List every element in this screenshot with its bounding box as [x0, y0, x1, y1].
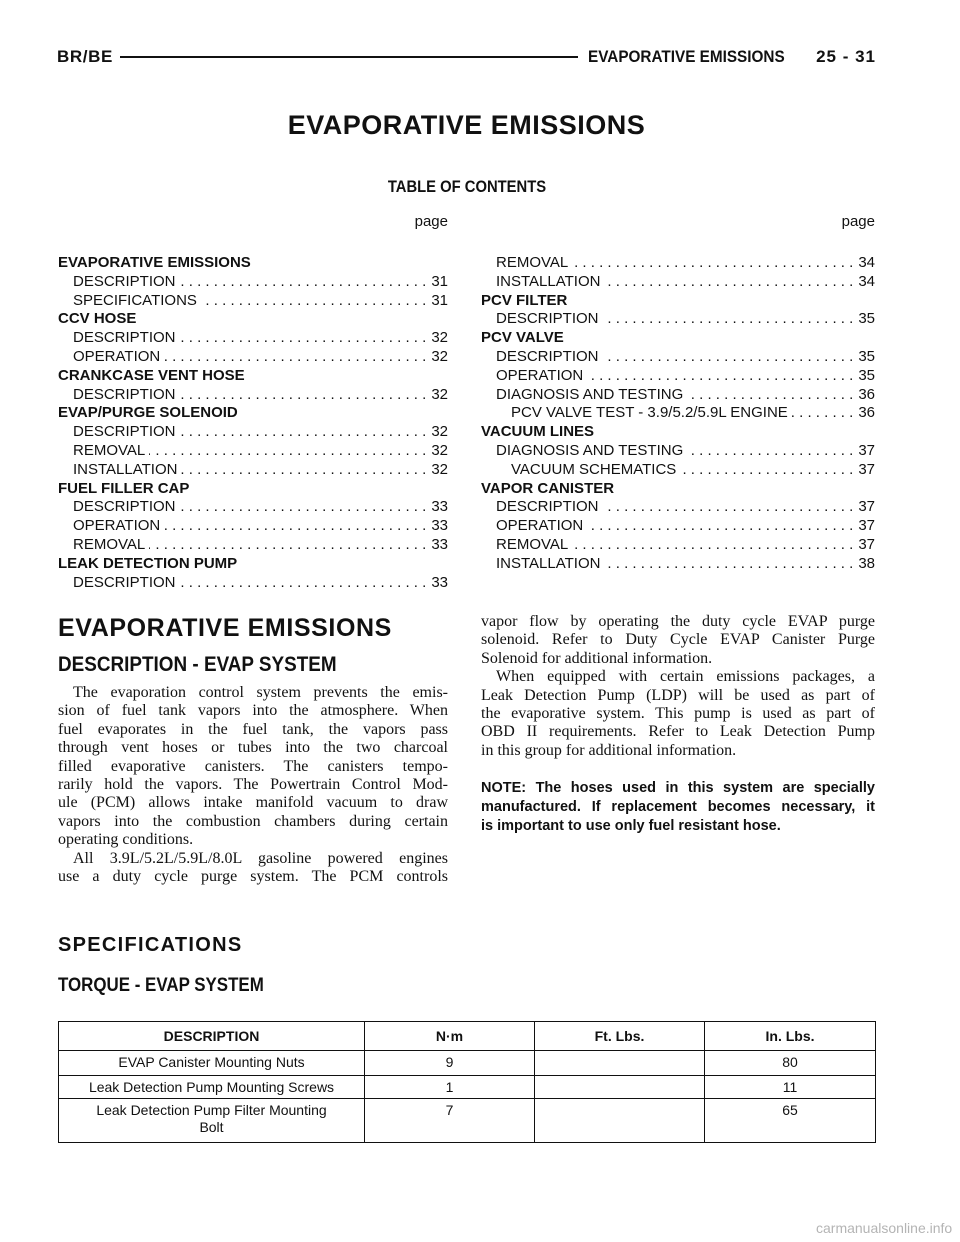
- toc-page-number: 33: [431, 517, 448, 535]
- toc-entry-label: REMOVAL: [496, 535, 569, 553]
- toc-section-heading: [58, 367, 448, 386]
- table-cell-value: [535, 1051, 705, 1076]
- toc-entry-label: REMOVAL: [73, 441, 146, 459]
- toc-entry-label: OPERATION: [496, 366, 584, 384]
- header-rule: [120, 56, 578, 58]
- torque-table: [58, 1021, 876, 1143]
- toc-page-number: 35: [858, 310, 875, 328]
- toc-leader-dots: [164, 348, 426, 367]
- toc-page-number: 32: [431, 347, 448, 365]
- toc-entry: [481, 461, 875, 480]
- toc-entry-label: PCV VALVE: [481, 329, 564, 347]
- toc-title-container: [58, 177, 875, 197]
- paragraph-line: sion of fuel tank vapors into the atmosphere. When: [58, 702, 448, 720]
- table-header-cell: In. Lbs.: [705, 1022, 876, 1051]
- table-row: [59, 1076, 876, 1099]
- torque-heading: TORQUE - EVAP SYSTEM: [58, 975, 264, 996]
- toc-entry-label: DESCRIPTION: [73, 498, 176, 516]
- toc-leader-dots: [604, 273, 853, 292]
- table-cell-value: 1: [365, 1076, 535, 1099]
- toc-entry-label: REMOVAL: [496, 254, 569, 271]
- toc-leader-dots: [792, 404, 854, 423]
- table-cell-value: [535, 1076, 705, 1099]
- toc-section-heading: [58, 480, 448, 499]
- body-text: [481, 613, 875, 760]
- toc-page-number: 33: [431, 535, 448, 553]
- toc-leader-dots: [201, 292, 426, 311]
- toc-leader-dots: [603, 310, 854, 329]
- toc-page-label: page: [841, 213, 875, 230]
- toc-entry-label: INSTALLATION: [73, 460, 178, 478]
- toc-entry: [481, 555, 875, 574]
- table-cell-description: Leak Detection Pump Filter Mounting Bolt: [59, 1099, 365, 1143]
- table-cell-description: Leak Detection Pump Mounting Screws: [59, 1076, 365, 1099]
- toc-page-label: page: [414, 213, 448, 230]
- toc-section-heading: [481, 329, 875, 348]
- toc-entry: [58, 574, 448, 593]
- toc-entry: [481, 498, 875, 517]
- toc-entry-label: CCV HOSE: [58, 310, 137, 328]
- body-text-column-left: [58, 684, 448, 886]
- toc-section-heading: [58, 555, 448, 574]
- note-line: manufactured. If replacement becomes necessary, it: [481, 798, 875, 815]
- toc-leader-dots: [180, 329, 427, 348]
- paragraph-line: in this group for additional information.: [481, 741, 737, 759]
- running-header-title: EVAPORATIVE EMISSIONS: [588, 47, 785, 66]
- note-line: is important to use only fuel resistant hose.: [481, 817, 781, 834]
- paragraph-line: OBD II requirements. Refer to Leak Detection Pump: [481, 723, 875, 741]
- toc-entry: [58, 498, 448, 517]
- paragraph-line: the evaporative system. This pump is used as part of: [481, 704, 875, 722]
- toc-entry: [58, 329, 448, 348]
- toc-entry-label: EVAPORATIVE EMISSIONS: [58, 254, 251, 271]
- toc-section-heading: [58, 310, 448, 329]
- toc-entry: [58, 292, 448, 311]
- toc-leader-dots: [603, 498, 854, 517]
- toc-leader-dots: [180, 423, 427, 442]
- toc-entry: [58, 273, 448, 292]
- paragraph-line: ule (PCM) allows intake manifold vacuum to draw: [58, 794, 448, 812]
- toc-entry-label: DESCRIPTION: [73, 423, 176, 441]
- toc-entry-label: VAPOR CANISTER: [481, 479, 615, 497]
- paragraph-line: vapor flow by operating the duty cycle EVAP purge: [481, 613, 875, 630]
- table-body: [59, 1051, 876, 1143]
- paragraph-line: The evaporation control system prevents the emis-: [73, 684, 448, 701]
- toc-entry: [481, 536, 875, 555]
- paragraph-line: solenoid. Refer to Duty Cycle EVAP Canister Purge: [481, 631, 875, 649]
- toc-entry-label: SPECIFICATIONS: [73, 291, 197, 309]
- toc-page-number: 38: [858, 554, 875, 572]
- body-text-column-right: [481, 613, 875, 836]
- toc-entry-label: OPERATION: [73, 347, 161, 365]
- toc-entry-label: REMOVAL: [73, 535, 146, 553]
- toc-section-heading: [58, 254, 448, 273]
- toc-entry-label: OPERATION: [496, 517, 584, 535]
- toc-entry: [481, 310, 875, 329]
- toc-leader-dots: [572, 536, 853, 555]
- toc-entry: [481, 273, 875, 292]
- toc-entry-label: DIAGNOSIS AND TESTING: [496, 385, 684, 403]
- toc-section-heading: [481, 423, 875, 442]
- description-heading: DESCRIPTION - EVAP SYSTEM: [58, 653, 337, 676]
- toc-leader-dots: [164, 517, 426, 536]
- table-cell-value: 7: [365, 1099, 535, 1143]
- paragraph-line: fuel evaporates in the fuel tank, the vapors pass: [58, 720, 448, 738]
- toc-leader-dots: [687, 386, 853, 405]
- table-cell-description: EVAP Canister Mounting Nuts: [59, 1051, 365, 1076]
- toc-leader-dots: [180, 273, 427, 292]
- toc-page-number: 32: [431, 423, 448, 441]
- toc-leader-dots: [604, 555, 853, 574]
- toc-leader-dots: [180, 574, 427, 593]
- toc-page-number: 31: [431, 272, 448, 290]
- toc-page-number: 34: [858, 272, 875, 290]
- toc-leader-dots: [572, 254, 853, 273]
- toc-page-number: 34: [858, 254, 875, 271]
- toc-page-number: 37: [858, 517, 875, 535]
- toc-section-heading: [58, 404, 448, 423]
- toc-leader-dots: [181, 461, 426, 480]
- table-cell-value: 65: [705, 1099, 876, 1143]
- toc-entry: [481, 254, 875, 273]
- toc-leader-dots: [687, 442, 853, 461]
- toc-leader-dots: [180, 498, 427, 517]
- table-row: [59, 1051, 876, 1076]
- table-row: [59, 1099, 876, 1143]
- toc-column-right: [481, 254, 875, 574]
- toc-entry: [481, 442, 875, 461]
- table-cell-value: 9: [365, 1051, 535, 1076]
- paragraph-line: operating conditions.: [58, 831, 194, 849]
- toc-entry-label: DESCRIPTION: [496, 310, 599, 328]
- toc-entry: [58, 348, 448, 367]
- note-text: [481, 779, 875, 836]
- toc-page-number: 32: [431, 460, 448, 478]
- toc-entry-label: OPERATION: [73, 517, 161, 535]
- toc-page-number: 31: [431, 291, 448, 309]
- paragraph-line: through vent hoses or tubes into the two charcoal: [58, 739, 448, 757]
- toc-entry-label: FUEL FILLER CAP: [58, 479, 190, 497]
- note-line: NOTE: The hoses used in this system are specially: [481, 779, 875, 796]
- toc-entry-label: LEAK DETECTION PUMP: [58, 554, 238, 572]
- paragraph-line: filled evaporative canisters. The canisters tempo-: [58, 757, 448, 775]
- toc-section-heading: [481, 480, 875, 499]
- section-heading: EVAPORATIVE EMISSIONS: [58, 614, 392, 642]
- toc-leader-dots: [149, 536, 426, 555]
- toc-entry: [58, 517, 448, 536]
- toc-entry: [58, 442, 448, 461]
- table-header-row: [59, 1022, 876, 1051]
- toc-page-number: 36: [858, 404, 875, 422]
- toc-entry-label: DESCRIPTION: [73, 272, 176, 290]
- toc-page-number: 37: [858, 441, 875, 459]
- toc-entry-label: DESCRIPTION: [73, 385, 176, 403]
- toc-entry-label: VACUUM LINES: [481, 423, 595, 441]
- paragraph-line: All 3.9L/5.2L/5.9L/8.0L gasoline powered engines: [73, 849, 448, 867]
- page-title: EVAPORATIVE EMISSIONS: [287, 110, 646, 140]
- toc-title: TABLE OF CONTENTS: [387, 177, 546, 196]
- watermark: carmanualsonline.info: [816, 1220, 953, 1236]
- table-cell-value: 11: [705, 1076, 876, 1099]
- toc-entry: [481, 404, 875, 423]
- running-header-model: BR/BE: [57, 47, 113, 66]
- toc-entry-label: PCV FILTER: [481, 291, 568, 309]
- toc-entry: [481, 517, 875, 536]
- toc-page-number: 35: [858, 347, 875, 365]
- running-header-page-number: 25 - 31: [816, 47, 876, 66]
- toc-page-number: 36: [858, 385, 875, 403]
- toc-column-left: [58, 254, 448, 592]
- toc-entry-label: DESCRIPTION: [496, 498, 599, 516]
- toc-leader-dots: [587, 517, 853, 536]
- toc-entry: [481, 348, 875, 367]
- toc-entry-label: DESCRIPTION: [73, 573, 176, 591]
- toc-entry-label: INSTALLATION: [496, 554, 601, 572]
- table-cell-value: [535, 1099, 705, 1143]
- paragraph-line: vapors into the combustion chambers during certain: [58, 812, 448, 830]
- toc-entry-label: DESCRIPTION: [73, 329, 176, 347]
- toc-page-number: 32: [431, 385, 448, 403]
- table-cell-value: 80: [705, 1051, 876, 1076]
- toc-page-number: 32: [431, 441, 448, 459]
- toc-page-number: 32: [431, 329, 448, 347]
- toc-entry: [58, 536, 448, 555]
- toc-leader-dots: [680, 461, 853, 480]
- table-header-cell: N·m: [365, 1022, 535, 1051]
- toc-entry-label: CRANKCASE VENT HOSE: [58, 366, 245, 384]
- toc-entry-label: VACUUM SCHEMATICS: [511, 460, 677, 478]
- paragraph-line: When equipped with certain emissions packages, a: [496, 668, 875, 686]
- toc-page-number: 37: [858, 498, 875, 516]
- toc-entry: [58, 386, 448, 405]
- toc-page-number: 33: [431, 573, 448, 591]
- paragraph-line: rarily hold the vapors. The Powertrain Control Mod-: [58, 775, 448, 793]
- toc-leader-dots: [603, 348, 854, 367]
- toc-entry-label: PCV VALVE TEST - 3.9/5.2/5.9L ENGINE: [511, 404, 788, 422]
- toc-page-number: 37: [858, 460, 875, 478]
- toc-entry: [58, 423, 448, 442]
- toc-section-heading: [481, 292, 875, 311]
- paragraph-line: use a duty cycle purge system. The PCM controls: [58, 867, 448, 885]
- specifications-heading: SPECIFICATIONS: [58, 934, 243, 956]
- paragraph-line: Solenoid for additional information.: [481, 649, 713, 667]
- toc-leader-dots: [587, 367, 853, 386]
- toc-entry-label: INSTALLATION: [496, 272, 601, 290]
- toc-page-number: 33: [431, 498, 448, 516]
- toc-leader-dots: [149, 442, 426, 461]
- toc-entry: [481, 367, 875, 386]
- toc-entry-label: DESCRIPTION: [496, 347, 599, 365]
- toc-leader-dots: [180, 386, 427, 405]
- toc-entry-label: EVAP/PURGE SOLENOID: [58, 404, 238, 422]
- toc-page-number: 35: [858, 366, 875, 384]
- paragraph-line: Leak Detection Pump (LDP) will be used as part of: [481, 686, 875, 704]
- toc-entry-label: DIAGNOSIS AND TESTING: [496, 441, 684, 459]
- toc-page-number: 37: [858, 535, 875, 553]
- toc-entry: [58, 461, 448, 480]
- toc-entry: [481, 386, 875, 405]
- table-header-cell: DESCRIPTION: [59, 1022, 365, 1051]
- table-header-cell: Ft. Lbs.: [535, 1022, 705, 1051]
